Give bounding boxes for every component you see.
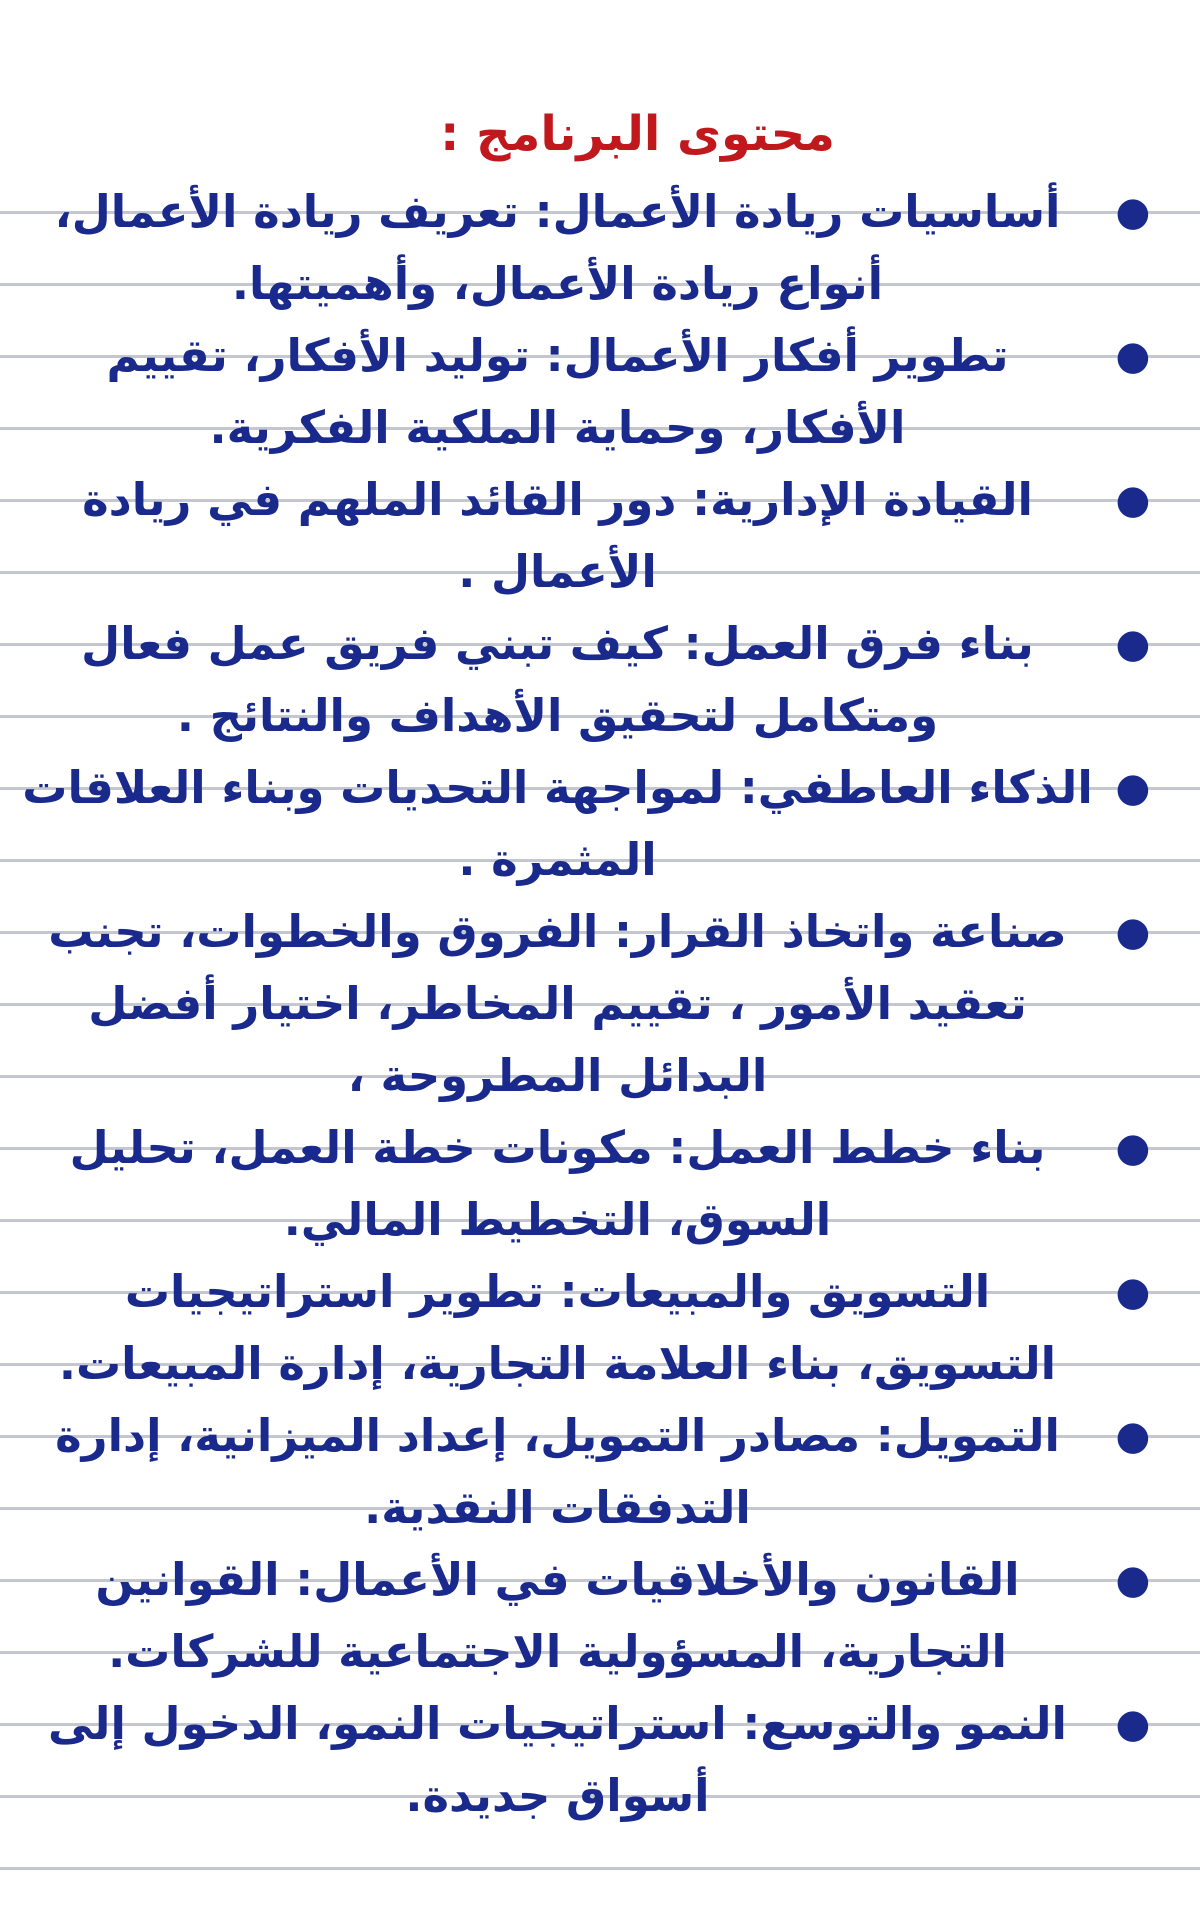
list-item	[20, 1544, 1165, 1688]
page-title: محتوى البرنامج :	[440, 106, 835, 162]
list-item-text: صناعة واتخاذ القرار: الفروق والخطوات، تجنب تعقيد الأمور ، تقييم المخاطر، اختيار أفضل البدائل المطروحة ،	[48, 905, 1067, 1102]
bullet-icon: ●	[1115, 1125, 1151, 1171]
bullet-icon: ●	[1115, 909, 1151, 955]
list-item-text: بناء خطط العمل: مكونات خطة العمل، تحليل السوق، التخطيط المالي.	[69, 1121, 1046, 1246]
bullet-icon: ●	[1115, 477, 1151, 523]
list-item-text: بناء فرق العمل: كيف تبني فريق عمل فعال ومتكامل لتحقيق الأهداف والنتائج .	[81, 617, 1034, 742]
list-item-text: تطوير أفكار الأعمال: توليد الأفكار، تقييم الأفكار، وحماية الملكية الفكرية.	[106, 329, 1009, 454]
list-item	[20, 1400, 1165, 1544]
list-item-text: القانون والأخلاقيات في الأعمال: القوانين التجارية، المسؤولية الاجتماعية للشركات.	[95, 1553, 1020, 1678]
program-content-list	[20, 176, 1165, 1832]
bullet-icon: ●	[1115, 1269, 1151, 1315]
list-item	[20, 896, 1165, 1112]
bullet-icon: ●	[1115, 621, 1151, 667]
list-item	[20, 464, 1165, 608]
list-item-text: القيادة الإدارية: دور القائد الملهم في ريادة الأعمال .	[82, 473, 1033, 598]
list-item	[20, 1688, 1165, 1832]
list-item-text: التسويق والمبيعات: تطوير استراتيجيات التسويق، بناء العلامة التجارية، إدارة المبيعات.	[58, 1265, 1057, 1390]
bullet-icon: ●	[1115, 1701, 1151, 1747]
bullet-icon: ●	[1115, 1557, 1151, 1603]
list-item	[20, 1256, 1165, 1400]
list-item	[20, 752, 1165, 896]
bullet-icon: ●	[1115, 189, 1151, 235]
list-item-text: الذكاء العاطفي: لمواجهة التحديات وبناء العلاقات المثمرة .	[22, 761, 1093, 886]
list-item	[20, 608, 1165, 752]
bullet-icon: ●	[1115, 333, 1151, 379]
bullet-icon: ●	[1115, 1413, 1151, 1459]
bullet-icon: ●	[1115, 765, 1151, 811]
list-item	[20, 176, 1165, 320]
list-item-text: النمو والتوسع: استراتيجيات النمو، الدخول إلى أسواق جديدة.	[48, 1697, 1067, 1822]
list-item	[20, 1112, 1165, 1256]
list-item-text: أساسيات ريادة الأعمال: تعريف ريادة الأعمال، أنواع ريادة الأعمال، وأهميتها.	[54, 185, 1061, 310]
list-item-text: التمويل: مصادر التمويل، إعداد الميزانية، إدارة التدفقات النقدية.	[55, 1409, 1060, 1534]
list-item	[20, 320, 1165, 464]
